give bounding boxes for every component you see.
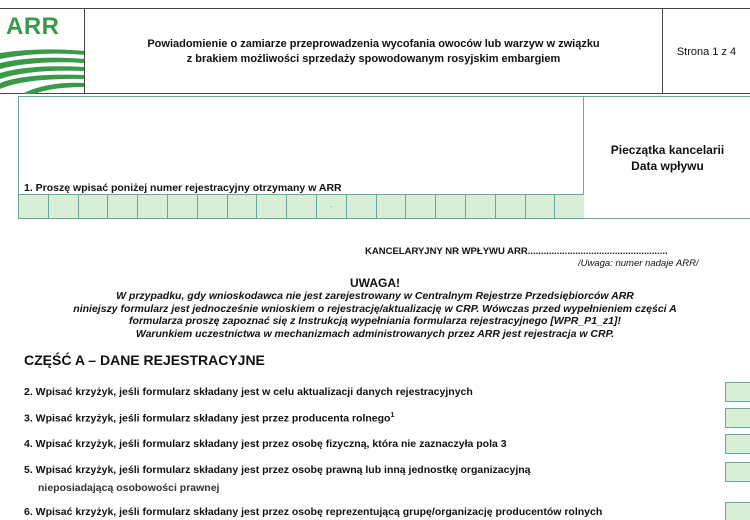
registration-digit-cell[interactable]	[228, 195, 258, 218]
item-text: 4. Wpisać krzyżyk, jeśli formularz składany jest przez osobę fizyczną, która nie zaznaczyła pola 3	[24, 438, 507, 450]
logo-text: ARR	[6, 13, 60, 40]
office-stamp-box	[584, 97, 750, 218]
notice-line: Warunkiem uczestnictwa w mechanizmach administrowanych przez ARR jest rejestracja w CRP.	[135, 327, 615, 340]
checkbox-item-6[interactable]	[725, 502, 750, 520]
registration-digit-cell[interactable]	[257, 195, 287, 218]
office-number-label: KANCELARYJNY NR WPŁYWU ARR.....................................................	[365, 246, 668, 257]
registration-digit-cell[interactable]	[19, 195, 49, 218]
footnote-marker: 1	[390, 412, 395, 419]
registration-digit-cell[interactable]	[198, 195, 228, 218]
notice-line: W przypadku, gdy wnioskodawca nie jest zarejestrowany w Centralnym Rejestrze Przedsiębiorców ARR	[116, 290, 634, 302]
form-item-6	[24, 506, 602, 518]
checkbox-item-4[interactable]	[725, 434, 750, 454]
form-title	[85, 9, 663, 94]
registration-label: 1. Proszę wpisać poniżej numer rejestracyjny otrzymany w ARR	[24, 182, 342, 194]
notice-body	[0, 290, 750, 340]
form-item-3	[24, 412, 394, 425]
notice-line: formularza proszę zapoznać się z Instrukcją wypełniania formularza rejestracyjnego [WPR_P1_z1]!	[129, 315, 621, 327]
registration-digit-cell[interactable]	[496, 195, 526, 218]
registration-digit-cell[interactable]	[138, 195, 168, 218]
checkbox-item-2[interactable]	[725, 382, 750, 402]
form-header	[0, 8, 750, 94]
registration-number-cells	[19, 195, 584, 218]
notice-title: UWAGA!	[350, 276, 400, 290]
form-item-2	[24, 386, 473, 398]
registration-digit-cell[interactable]	[49, 195, 79, 218]
registration-block	[18, 96, 750, 219]
registration-digit-cell[interactable]	[466, 195, 496, 218]
registration-digit-cell[interactable]	[108, 195, 138, 218]
page-number: Strona 1 z 4	[676, 45, 737, 58]
registration-digit-cell[interactable]	[555, 195, 584, 218]
item-text: 6. Wpisać krzyżyk, jeśli formularz składany jest przez osobę reprezentującą grupę/organizację producentów rolnych	[24, 506, 603, 518]
receipt-date-label: Data wpływu	[631, 158, 704, 173]
registration-digit-cell[interactable]	[436, 195, 466, 218]
form-title-line1: Powiadomienie o zamiarze przeprowadzenia wycofania owoców lub warzyw w związku	[147, 37, 600, 50]
office-number-note: /Uwaga: numer nadaje ARR/	[578, 258, 699, 269]
registration-digit-cell[interactable]	[287, 195, 317, 218]
notice-line: niniejszy formularz jest jednocześnie wnioskiem o rejestrację/aktualizację w CRP. Wówczas przed wypełnieniem części A	[73, 302, 677, 315]
checkbox-item-3[interactable]	[725, 408, 750, 428]
registration-digit-cell[interactable]	[377, 195, 407, 218]
item-text: 3. Wpisać krzyżyk, jeśli formularz składany jest przez producenta rolnego	[24, 412, 391, 425]
form-item-4	[24, 438, 507, 450]
stamp-label: Pieczątka kancelarii	[610, 142, 725, 157]
registration-digit-cell[interactable]	[168, 195, 198, 218]
registration-separator-cell: -	[317, 195, 347, 218]
registration-area	[19, 97, 584, 218]
checkbox-item-5[interactable]	[725, 462, 750, 482]
item-text: 5. Wpisać krzyżyk, jeśli formularz składany jest przez osobę prawną lub inną jednostkę organizacyjną	[24, 464, 531, 476]
arr-logo	[0, 9, 85, 94]
registration-digit-cell[interactable]	[347, 195, 377, 218]
fields-logo-icon	[0, 45, 85, 94]
form-item-5	[24, 464, 531, 476]
item-text: 2. Wpisać krzyżyk, jeśli formularz składany jest w celu aktualizacji danych rejestracyjnych	[24, 386, 473, 398]
registration-digit-cell[interactable]	[526, 195, 556, 218]
form-item-5-continuation: nieposiadającą osobowości prawnej	[38, 482, 220, 494]
form-title-line2: z brakiem możliwości sprzedaży spowodowanym rosyjskim embargiem	[186, 52, 561, 65]
registration-digit-cell[interactable]	[79, 195, 109, 218]
registration-digit-cell[interactable]	[406, 195, 436, 218]
section-title: CZĘŚĆ A – DANE REJESTRACYJNE	[24, 352, 265, 368]
